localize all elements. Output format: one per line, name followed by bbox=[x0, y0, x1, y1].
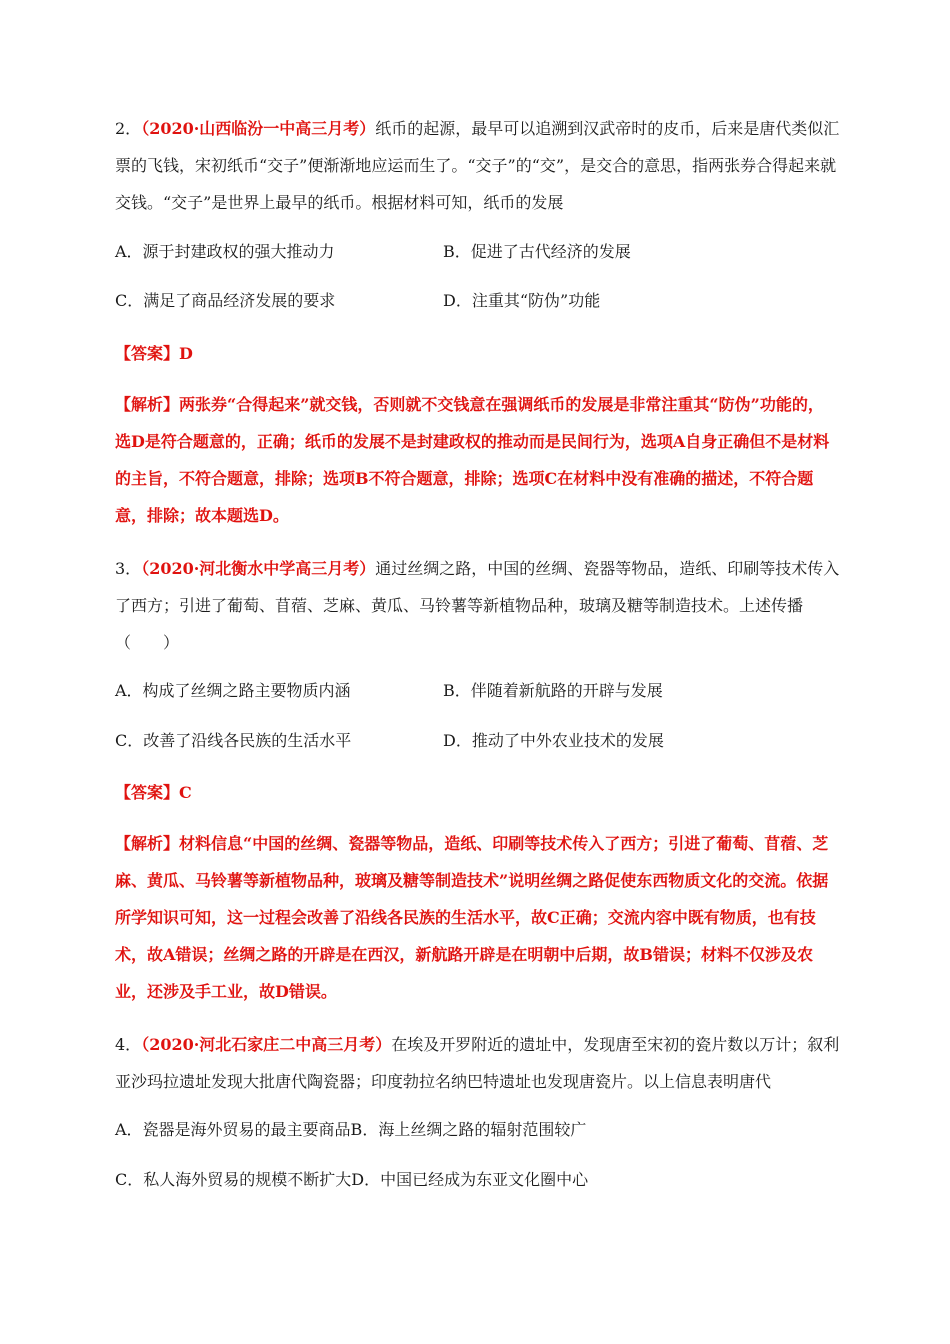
question-3-options-row-2 bbox=[115, 731, 840, 751]
question-2-answer bbox=[115, 344, 193, 364]
question-4-option-ab: A．瓷器是海外贸易的最主要商品B．海上丝绸之路的辐射范围较广 bbox=[115, 1120, 587, 1139]
question-4-options-row-2 bbox=[115, 1170, 840, 1190]
question-3-option-d: D．推动了中外农业技术的发展 bbox=[443, 731, 664, 750]
question-2-analysis-text: 两张券“合得起来”就交钱，否则就不交钱意在强调纸币的发展是非常注重其“防伪”功能的，选D是符合题意的，正确；纸币的发展不是封建政权的推动而是民间行为，选项A自身正确但不是材料的主旨，不符合题意，排除；选项B不符合题意，排除；选项C在材料中没有准确的描述，不符合题意，排除；故本题选D。 bbox=[115, 395, 830, 525]
question-2-option-c: C．满足了商品经济发展的要求 bbox=[115, 291, 336, 310]
question-2-analysis bbox=[115, 386, 835, 534]
question-2-option-a: A．源于封建政权的强大推动力 bbox=[115, 242, 335, 261]
question-4-stem bbox=[115, 1026, 840, 1100]
question-2-stem bbox=[115, 110, 840, 221]
question-2-answer-label: 【答案】 bbox=[115, 344, 180, 363]
question-3-number: 3． bbox=[115, 559, 142, 578]
question-2-option-b: B．促进了古代经济的发展 bbox=[443, 242, 631, 261]
question-3-analysis bbox=[115, 825, 835, 1010]
question-4-source: （2020·河北石家庄二中高三月考） bbox=[141, 1035, 392, 1054]
question-2-option-d: D．注重其“防伪”功能 bbox=[443, 291, 601, 310]
question-4-text: 在埃及开罗附近的遗址中，发现唐至宋初的瓷片数以万计；叙利亚沙玛拉遗址发现大批唐代陶瓷器；印度勃拉名纳巴特遗址也发现唐瓷片。以上信息表明唐代 bbox=[115, 1035, 840, 1091]
question-2-source: （2020·山西临汾一中高三月考） bbox=[141, 119, 376, 138]
question-3-analysis-label: 【解析】 bbox=[115, 834, 180, 853]
question-3-answer bbox=[115, 783, 192, 803]
question-2-analysis-label: 【解析】 bbox=[115, 395, 180, 414]
question-4-options-row-1 bbox=[115, 1120, 840, 1140]
question-2-number: 2． bbox=[115, 119, 142, 138]
question-3-analysis-text: 材料信息“中国的丝绸、瓷器等物品，造纸、印刷等技术传入了西方；引进了葡萄、苜蓿、芝麻、黄瓜、马铃薯等新植物品种，玻璃及糖等制造技术”说明丝绸之路促使东西物质文化的交流。依据所学知识可知，这一过程会改善了沿线各民族的生活水平，故C正确；交流内容中既有物质，也有技术，故A错误；丝绸之路的开辟是在西汉，新航路开辟是在明朝中后期，故B错误；材料不仅涉及农业，还涉及手工业，故D错误。 bbox=[115, 834, 829, 1001]
question-3-source: （2020·河北衡水中学高三月考） bbox=[141, 559, 376, 578]
question-3-options-row-1 bbox=[115, 681, 840, 701]
question-2-answer-value: D bbox=[179, 344, 193, 363]
question-3-option-a: A．构成了丝绸之路主要物质内涵 bbox=[115, 681, 351, 700]
question-2-text: 纸币的起源，最早可以追溯到汉武帝时的皮币，后来是唐代类似汇票的飞钱，宋初纸币“交子”便渐渐地应运而生了。“交子”的“交”，是交合的意思，指两张券合得起来就交钱。“交子”是世界上最早的纸币。根据材料可知，纸币的发展 bbox=[115, 119, 840, 212]
question-3-answer-value: C bbox=[179, 783, 192, 802]
question-3-stem bbox=[115, 550, 840, 661]
question-3-text: 通过丝绸之路，中国的丝绸、瓷器等物品，造纸、印刷等技术传入了西方；引进了葡萄、苜蓿、芝麻、黄瓜、马铃薯等新植物品种，玻璃及糖等制造技术。上述传播（ ） bbox=[115, 559, 840, 652]
question-4-number: 4． bbox=[115, 1035, 142, 1054]
question-2-options-row-2 bbox=[115, 291, 840, 311]
question-4-option-cd: C．私人海外贸易的规模不断扩大D．中国已经成为东亚文化圈中心 bbox=[115, 1170, 589, 1189]
question-2-options-row-1 bbox=[115, 242, 840, 262]
question-3-answer-label: 【答案】 bbox=[115, 783, 180, 802]
question-3-option-b: B．伴随着新航路的开辟与发展 bbox=[443, 681, 663, 700]
question-3-option-c: C．改善了沿线各民族的生活水平 bbox=[115, 731, 352, 750]
